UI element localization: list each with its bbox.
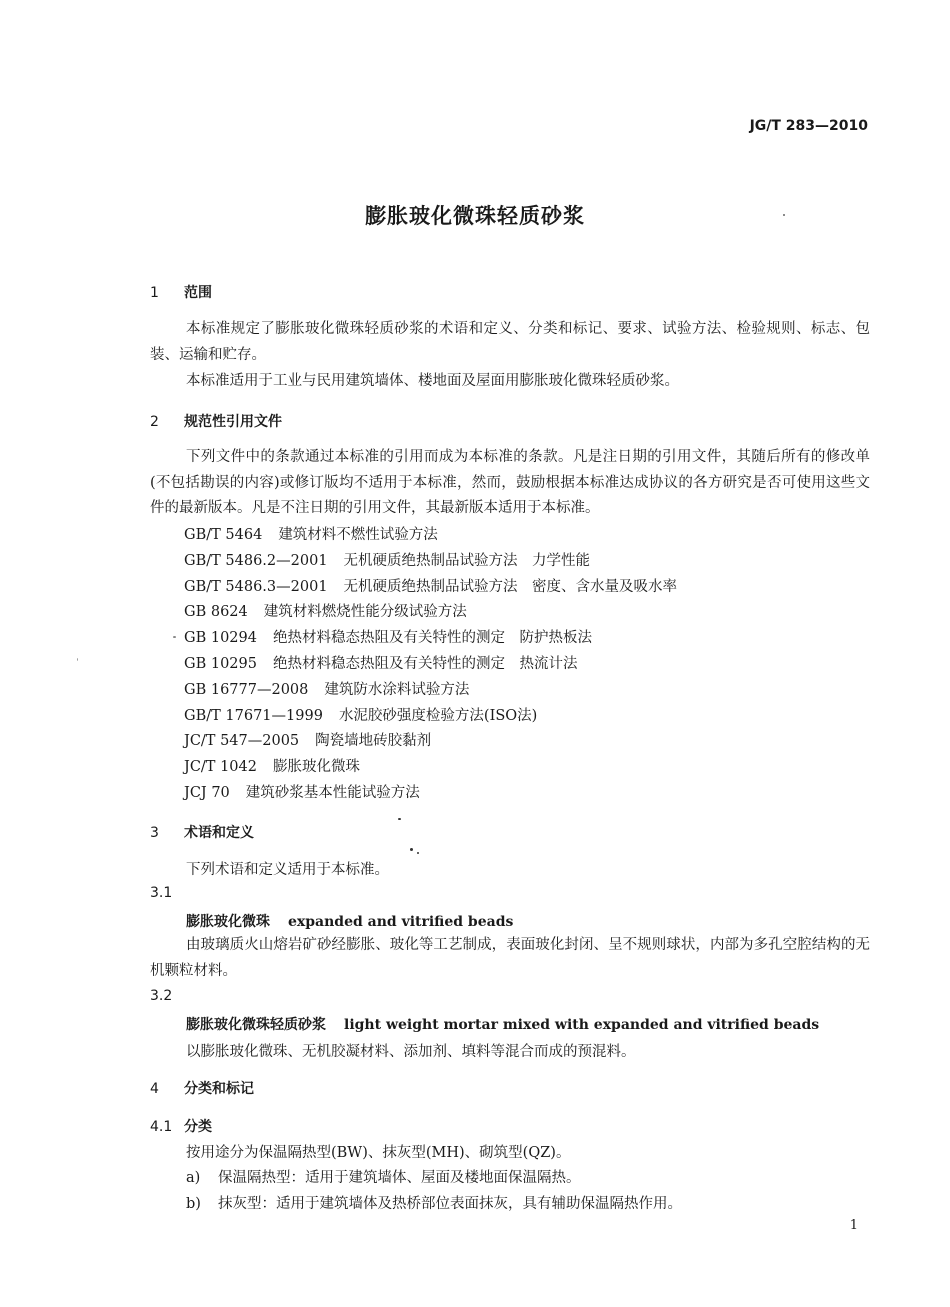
- reference-item: [184, 575, 677, 601]
- item-label: a): [186, 1170, 201, 1186]
- reference-item: [184, 523, 677, 549]
- reference-title: 绝热材料稳态热阻及有关特性的测定 防护热板法: [272, 630, 592, 647]
- reference-item: [184, 549, 677, 575]
- document-title: 膨胀玻化微珠轻质砂浆: [365, 204, 585, 228]
- reference-item: [184, 600, 677, 626]
- subsection-title: 分类: [184, 1119, 212, 1135]
- section-title: 范围: [184, 285, 212, 301]
- reference-code: JCJ 70: [184, 784, 230, 801]
- section-2-intro: 下列文件中的条款通过本标准的引用而成为本标准的条款。凡是注日期的引用文件，其随后所有的修改单(不包括勘误的内容)或修订版均不适用于本标准，然而，鼓励根据本标准达成协议的各方研究是否可使用这些文件的最新版本。凡是不注日期的引用文件，其最新版本适用于本标准。: [150, 449, 870, 516]
- classification-item: [186, 1192, 682, 1213]
- reference-code: GB/T 5464: [184, 527, 263, 543]
- scan-speck: [173, 636, 176, 638]
- section-number: 1: [150, 285, 159, 301]
- section-2-heading: [150, 411, 282, 431]
- reference-item: [184, 781, 677, 807]
- section-1-paragraph-1: 本标准规定了膨胀玻化微珠轻质砂浆的术语和定义、分类和标记、要求、试验方法、检验规则、标志、包装、运输和贮存。: [150, 321, 870, 363]
- section-number: 4: [150, 1081, 159, 1097]
- subsection-number: 4.1: [150, 1119, 173, 1135]
- clause-number: 3.2: [150, 988, 173, 1004]
- term-english: light weight mortar mixed with expanded and vitrified beads: [344, 1017, 820, 1033]
- normative-references-list: [184, 523, 677, 807]
- reference-code: GB 8624: [184, 604, 248, 621]
- standard-code: JG/T 283—2010: [749, 118, 868, 134]
- item-text: 抹灰型：适用于建筑墙体及热桥部位表面抹灰，具有辅助保温隔热作用。: [218, 1196, 682, 1212]
- reference-title: 建筑防水涂料试验方法: [324, 681, 470, 698]
- reference-code: GB 16777—2008: [184, 681, 309, 698]
- reference-item: [184, 704, 677, 730]
- term-chinese: 膨胀玻化微珠: [186, 914, 270, 930]
- reference-title: 陶瓷墙地砖胶黏剂: [315, 733, 432, 750]
- item-label: b): [186, 1196, 201, 1212]
- reference-title: 水泥胶砂强度检验方法(ISO法): [338, 707, 538, 724]
- classification-item: [186, 1166, 581, 1187]
- section-title: 规范性引用文件: [184, 414, 282, 430]
- section-1-heading: [150, 282, 212, 302]
- term-entry: [186, 1014, 819, 1034]
- item-text: 保温隔热型：适用于建筑墙体、屋面及楼地面保温隔热。: [218, 1170, 581, 1186]
- reference-code: GB/T 5486.2—2001: [184, 552, 328, 569]
- section-4-heading: [150, 1078, 254, 1098]
- term-definition: 以膨胀玻化微珠、无机胶凝材料、添加剂、填料等混合而成的预混料。: [186, 1044, 636, 1060]
- page-number: 1: [849, 1218, 858, 1233]
- reference-title: 无机硬质绝热制品试验方法 密度、含水量及吸水率: [343, 578, 678, 595]
- reference-title: 无机硬质绝热制品试验方法 力学性能: [343, 552, 591, 569]
- reference-code: JC/T 1042: [184, 759, 257, 776]
- section-number: 2: [150, 414, 159, 430]
- term-entry: [186, 911, 513, 931]
- reference-title: 建筑砂浆基本性能试验方法: [245, 784, 420, 801]
- reference-code: GB/T 17671—1999: [184, 707, 323, 724]
- reference-code: GB/T 5486.3—2001: [184, 578, 328, 595]
- reference-item: [184, 729, 677, 755]
- reference-item: [184, 678, 677, 704]
- section-title: 分类和标记: [184, 1081, 254, 1097]
- reference-title: 膨胀玻化微珠: [272, 759, 360, 776]
- scan-speck: [398, 818, 401, 820]
- reference-code: GB 10295: [184, 655, 257, 672]
- term-english: expanded and vitrified beads: [288, 914, 514, 930]
- classification-intro: 按用途分为保温隔热型(BW)、抹灰型(MH)、砌筑型(QZ)。: [186, 1145, 571, 1161]
- term-definition: 由玻璃质火山熔岩矿砂经膨胀、玻化等工艺制成，表面玻化封闭、呈不规则球状，内部为多孔空腔结构的无机颗粒材料。: [150, 937, 870, 979]
- scan-speck: [417, 852, 419, 854]
- term-chinese: 膨胀玻化微珠轻质砂浆: [186, 1017, 326, 1033]
- reference-title: 建筑材料不燃性试验方法: [278, 527, 438, 543]
- reference-item: [184, 755, 677, 781]
- reference-item: [184, 626, 677, 652]
- section-3-intro: 下列术语和定义适用于本标准。: [186, 862, 389, 878]
- subsection-4-1-heading: [150, 1116, 212, 1136]
- scan-speck: [783, 214, 785, 216]
- reference-title: 绝热材料稳态热阻及有关特性的测定 热流计法: [272, 655, 578, 672]
- scan-speck: [410, 848, 413, 851]
- reference-item: [184, 652, 677, 678]
- reference-code: JC/T 547—2005: [184, 733, 300, 750]
- reference-title: 建筑材料燃烧性能分级试验方法: [263, 604, 467, 621]
- scan-speck: [77, 658, 78, 661]
- clause-number: 3.1: [150, 885, 173, 901]
- reference-code: GB 10294: [184, 630, 257, 647]
- section-1-paragraph-2: 本标准适用于工业与民用建筑墙体、楼地面及屋面用膨胀玻化微珠轻质砂浆。: [186, 373, 679, 389]
- section-title: 术语和定义: [184, 825, 254, 841]
- section-3-heading: [150, 822, 254, 842]
- section-number: 3: [150, 825, 159, 841]
